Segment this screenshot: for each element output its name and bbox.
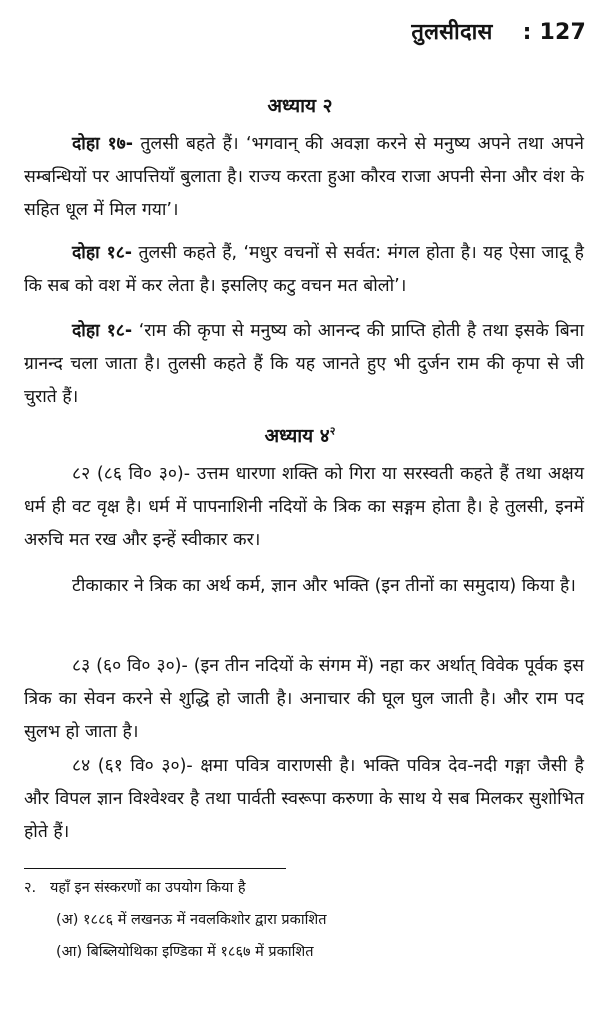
verse-84-paragraph xyxy=(24,750,584,849)
footnote-divider xyxy=(24,868,286,869)
verse-label: ८२ (८६ वि० ३०)- xyxy=(72,464,191,484)
footnote-line xyxy=(24,878,246,898)
footnote-ref: २ xyxy=(329,424,336,438)
verse-83-paragraph xyxy=(24,650,584,749)
doha-label: दोहा १७- xyxy=(72,134,134,154)
chapter-2-heading: अध्याय २ xyxy=(267,95,333,117)
doha-text: तुलसी बहते हैं। ‘भगवान् की अवज्ञा करने से मनुष्य अपने तथा अपने सम्बन्धियों पर आपत्तियाँ बुलाता है। राज्य करता हुआ कौरव राजा अपनी सेना और वंश के सहित धूल में मिल गया’। xyxy=(24,134,584,220)
footnote-item: (अ) १८८६ में लखनऊ में नवलकिशोर द्वारा प्रकाशित xyxy=(56,912,327,928)
verse-text: क्षमा पवित्र वाराणसी है। भक्ति पवित्र देव-नदी गङ्गा जैसी है और विपल ज्ञान विश्वेश्वर है तथा पार्वती स्वरूपा करुणा के साथ ये सब मिलकर सुशोभित होते हैं। xyxy=(24,756,584,842)
doha-18-paragraph xyxy=(24,237,584,303)
doha-label: दोहा १८- xyxy=(72,321,133,341)
verse-82-paragraph xyxy=(24,458,584,557)
running-header xyxy=(411,16,586,46)
commentary-text: टीकाकार ने त्रिक का अर्थ कर्म, ज्ञान और भक्ति (इन तीनों का समुदाय) किया है। xyxy=(72,576,576,596)
verse-text: (इन तीन नदियों के संगम में) नहा कर अर्थात् विवेक पूर्वक इस त्रिक का सेवन करने से शुद्धि हो जाती है। अनाचार की घूल घुल जाती है। और राम पद सुलभ हो जाता है। xyxy=(24,656,584,742)
verse-label: ८३ (६० वि० ३०)- xyxy=(72,656,188,676)
chapter-4-heading xyxy=(0,422,600,448)
doha-18b-paragraph xyxy=(24,315,584,414)
page-number: : 127 xyxy=(522,20,586,45)
footnote-text: यहाँ इन संस्करणों का उपयोग किया है xyxy=(49,880,246,896)
doha-text: तुलसी कहते हैं, ‘मधुर वचनों से सर्वत: मंगल होता है। यह ऐसा जादू है कि सब को वश में कर लेता है। इसलिए कटु वचन मत बोलो’। xyxy=(24,243,584,296)
verse-label: ८४ (६१ वि० ३०)- xyxy=(72,756,193,776)
doha-text: ‘राम की कृपा से मनुष्य को आनन्द की प्राप्ति होती है तथा इसके बिना ग्रानन्द चला जाता है। तुलसी कहते हैं कि यह जानते हुए भी दुर्जन राम की कृपा से जी चुराते हैं। xyxy=(24,321,584,407)
doha-label: दोहा १८- xyxy=(72,243,133,263)
footnote-number: २. xyxy=(24,880,37,896)
chapter-4-title: अध्याय ४ xyxy=(264,425,330,447)
verse-text: उत्तम धारणा शक्ति को गिरा या सरस्वती कहते हैं तथा अक्षय धर्म ही वट वृक्ष है। धर्म में पापनाशिनी नदियों के त्रिक का सङ्गम होता है। हे तुलसी, इनमें अरुचि मत रख और इन्हें स्वीकार कर। xyxy=(24,464,584,550)
footnote-item: (आ) बिब्लियोथिका इण्डिका में १८६७ में प्रकाशित xyxy=(56,944,314,960)
running-title: तुलसीदास xyxy=(411,20,493,45)
doha-17-paragraph xyxy=(24,128,584,227)
commentary-paragraph xyxy=(24,570,584,603)
